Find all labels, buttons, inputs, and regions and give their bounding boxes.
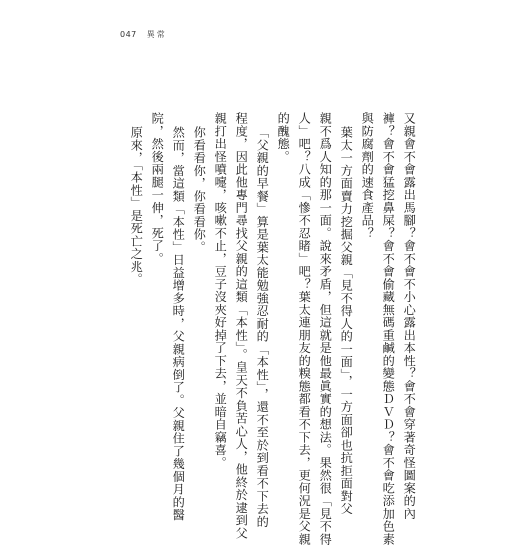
text-column: 你看看你，你看看你。 bbox=[192, 126, 207, 254]
text-column: 葉太一方面賣力挖掘父親「見不得人的一面」，一方面卻也抗拒面對父 bbox=[339, 126, 354, 516]
text-column: 人」吧？八成「慘不忍睹」吧？葉太連朋友的糗態都看不下去，更何況是父親 bbox=[297, 112, 312, 546]
text-column: 原來，「本性」是死亡之兆。 bbox=[129, 126, 144, 286]
page-number: 047 bbox=[120, 30, 137, 39]
text-column: 程度，因此他專門尋找父親的這類「本性」。皇天不負苦心人，他終於逮到父 bbox=[234, 112, 249, 540]
section-title: 異常 bbox=[146, 30, 167, 39]
text-column: 「父親的早餐」算是葉太能勉強忍耐的「本性」，還不至於到看不下去的 bbox=[255, 126, 270, 528]
text-column: 院，然後兩腿一伸，死了。 bbox=[150, 112, 165, 265]
text-column: 與防腐劑的速食產品？ bbox=[360, 112, 375, 240]
running-header bbox=[120, 29, 167, 40]
text-column: 然而，當這類「本性」日益增多時，父親病倒了。父親住了幾個月的醫 bbox=[171, 126, 186, 522]
text-column: 褲？會不會猛挖鼻屎？會不會偷藏無碼重鹹的變態ＤＶＤ？會不會吃添加色素 bbox=[381, 112, 396, 546]
text-column: 親打出怪噴嚏，咳嗽不止，豆子沒夾好掉了下去，並暗自竊喜。 bbox=[213, 112, 228, 469]
text-column: 親不爲人知的那一面。說來矛盾，但這就是他最眞實的想法。果然很「見不得 bbox=[318, 112, 333, 546]
text-column: 的醜態。 bbox=[276, 112, 291, 163]
text-column: 又親會不會露出馬腳？會不會不小心露出本性？會不會穿著奇怪圖案的內 bbox=[402, 112, 417, 520]
